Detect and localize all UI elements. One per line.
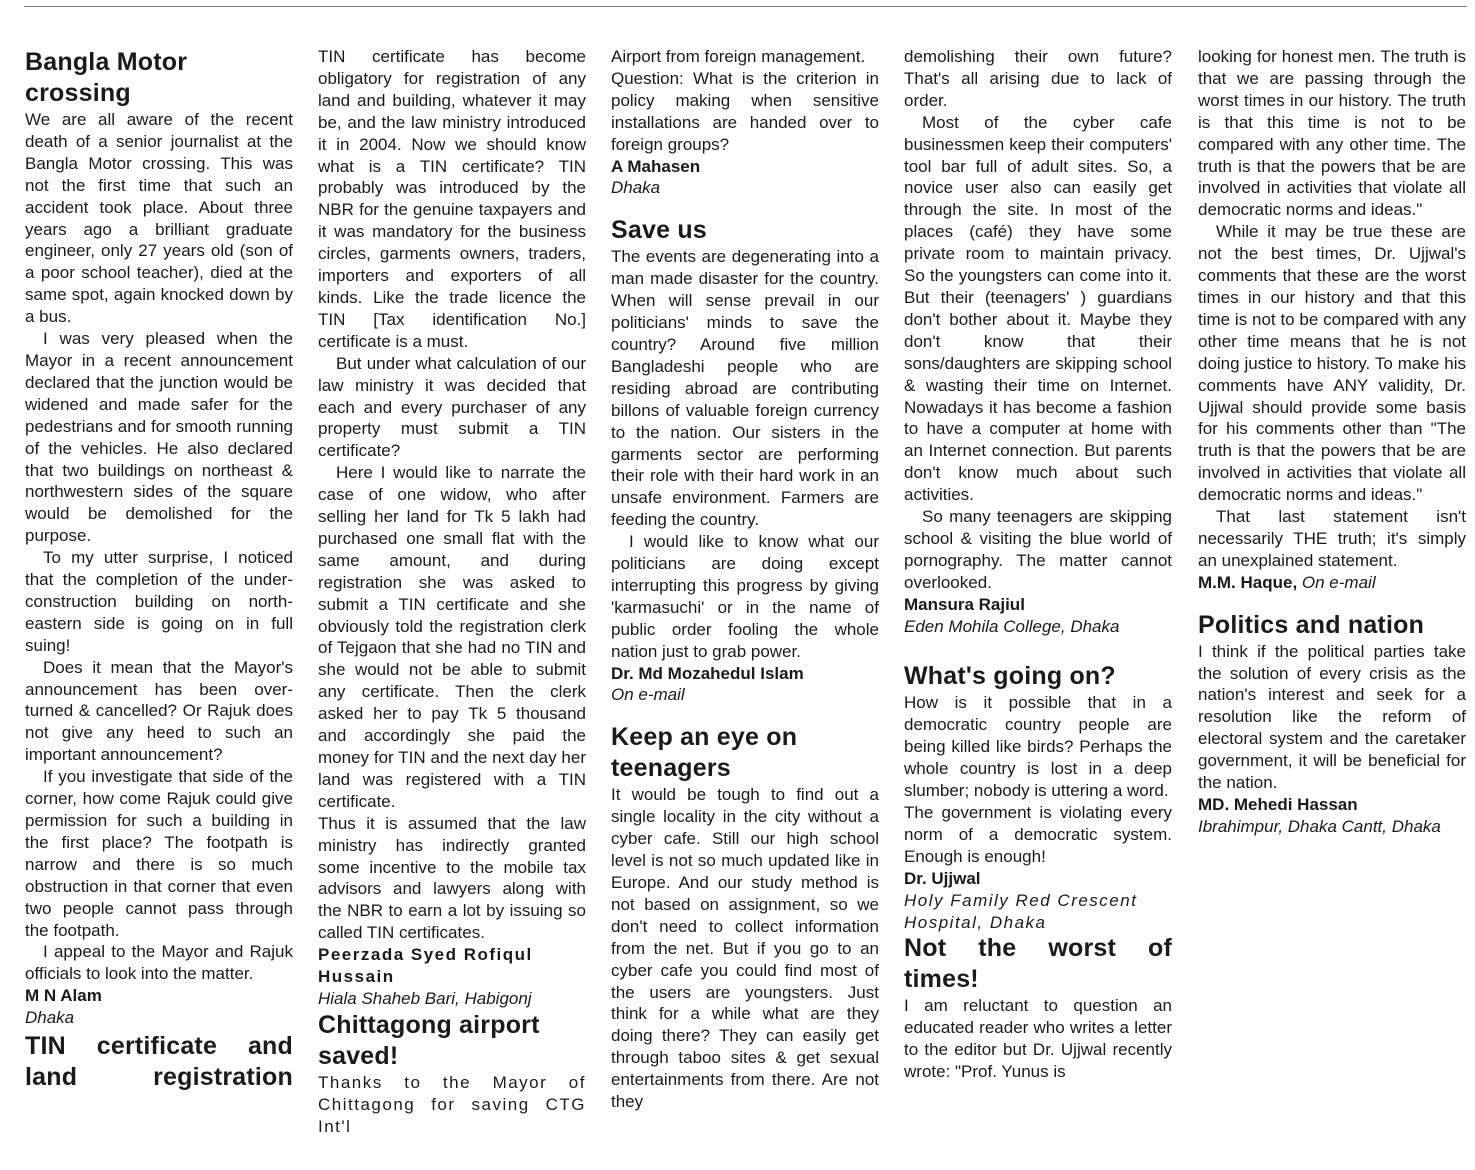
column-5: [1198, 46, 1466, 838]
article-title-bangla-motor: Bangla Motor crossing: [25, 48, 188, 107]
article-title-politics: Politics and nation: [1198, 610, 1425, 639]
tin-paragraph: Here I would like to narrate the case of one widow, who after selling her land for Tk 5 lakh had purchased one small flat with the same amount, and during registration she was asked to submit a TIN certificate and she obviously told the registration clerk of Tejgaon that she had no TIN and she would not be able to submit any certificate. Then the clerk asked her to pay Tk 5 thousand and accordingly she paid the money for TIN and the next day her land was registered with a TIN certificate.: [318, 463, 586, 811]
author-name: Dr. Ujjwal: [904, 868, 981, 888]
article-title-chittagong: Chittagong airport saved!: [318, 1010, 540, 1070]
column-1: [25, 47, 293, 1093]
save-us-paragraph: I would like to know what our politicians are doing except interrupting this progress by giving 'karmasuchi' or in the name of public order fooling the whole nation just to grab power.: [611, 532, 879, 661]
politics-paragraph: I think if the political parties take the solution of every crisis as the nation's interest and seek for a resolution like the reform of electoral system and the caretaker government, it will be beneficial for the nation.: [1198, 641, 1466, 793]
author-name: MD. Mehedi Hassan: [1198, 795, 1358, 814]
tin-paragraph: Thus it is assumed that the law ministry has indirectly granted some incentive to the mobile tax advisors and lawyers along with the NBR to earn a lot by issuing so called TIN certificates.: [318, 813, 586, 943]
bangla-motor-paragraph: To my utter surprise, I noticed that the completion of the under-construction building on north-eastern side is going on in full suing!: [25, 548, 293, 655]
tin-paragraph: TIN certificate has become obligatory for registration of any land and building, whatever it may be, and the law ministry introduced it in 2004. Now we should know what is a TIN certificate? TIN probably was introduced by the NBR for the genuine taxpayers and it was mandatory for the business circles, garments owners, traders, importers and exporters of all kinds. Like the trade licence the TIN [Tax identification No.] certificate is a must.: [318, 47, 586, 351]
author-location: Dhaka: [25, 1008, 75, 1028]
author-name: Peerzada Syed Rofiqul Hussain: [318, 945, 533, 987]
author-location: Dhaka: [611, 178, 661, 198]
teenagers-paragraph: Most of the cyber cafe businessmen keep their computers' tool bar full of adult sites. So, a novice user also can easily get through the site. In most of the places (café) they have some private room to maintain privacy. So the youngsters can come into it. But their (teenagers' ) guardians don't bother about it. Maybe they don't know that their sons/daughters are skipping school & wasting their time on Internet. Nowadays it has become a fashion to have a computer at home with an Internet connection. But parents don't know much about such activities.: [904, 112, 1172, 505]
save-us-paragraph: The events are degenerating into a man made disaster for the country. When will sense prevail in our politicians' minds to save the country? Around five million Bangladeshi people who are residing abroad are contributing billons of valuable foreign currency to the nation. Our sisters in the garments sector are performing their role with their hard work in an unsafe environment. Farmers are feeding the country.: [611, 247, 879, 530]
whats-going-on-paragraph: How is it possible that in a democratic country people are being killed like birds? Perhaps the whole country is lost in a deep slumber; nobody is uttering a word.: [904, 693, 1172, 801]
author-name: Mansura Rajiul: [904, 594, 1025, 614]
bangla-motor-paragraph: Does it mean that the Mayor's announcement has been over-turned & cancelled? Or Rajuk does not give any heed to such an important announcement?: [25, 657, 293, 765]
not-worst-paragraph: While it may be true these are not the best times, Dr. Ujjwal's comments that these are the worst times in our history and that this time is not to be compared with any other time means that he is not doing justice to history. To make his comments have ANY validity, Dr. Ujjwal should provide some basis for his comments other than "The truth is that the powers that be are involved in activities that violate all democratic norms and ideas.": [1198, 222, 1466, 505]
whats-going-on-paragraph: The government is violating every norm of a democratic system. Enough is enough!: [904, 803, 1172, 866]
bangla-motor-paragraph: If you investigate that side of the corner, how come Rajuk could give permission for such a building in the first place? The footpath is narrow and there is so much obstruction in that corner that even two people cannot pass through the footpath.: [25, 767, 293, 940]
chittagong-paragraph-cont: Airport from foreign management.: [611, 47, 866, 66]
author-location: Ibrahimpur, Dhaka Cantt, Dhaka: [1198, 816, 1441, 836]
article-title-whats-going-on: What's going on?: [904, 662, 1116, 691]
not-worst-paragraph: That last statement isn't necessarily THE truth; it's simply an unexplained statement.: [1198, 507, 1466, 570]
bangla-motor-paragraph: I was very pleased when the Mayor in a recent announcement declared that the junction would be widened and made safer for the pedestrians and for smooth running of the vehicles. He also declared that two buildings on northeast & northwestern sides of the square would be demolished for the purpose.: [25, 329, 293, 546]
author-name: A Mahasen: [611, 156, 701, 176]
author-name: M.M. Haque,: [1198, 572, 1298, 592]
teenagers-paragraph-cont: demolishing their own future? That's all arising due to lack of order.: [904, 47, 1172, 110]
author-location: On e-mail: [611, 685, 685, 705]
bangla-motor-paragraph: We are all aware of the recent death of a senior journalist at the Bangla Motor crossing. This was not the first time that such an accident took place. About three years ago a brilliant graduate engineer, only 27 years old (son of a poor school teacher), died at the same spot, again knocked down by a bus.: [25, 110, 293, 327]
author-name: M N Alam: [25, 986, 102, 1006]
author-location: On e-mail: [1301, 572, 1376, 592]
column-2: [318, 46, 586, 1138]
author-name: Dr. Md Mozahedul Islam: [611, 663, 804, 683]
chittagong-paragraph: Question: What is the criterion in policy making when sensitive installations are handed over to foreign groups?: [611, 68, 879, 154]
article-title-tin: TIN certificate and land registration: [25, 1032, 293, 1092]
article-title-teenagers: Keep an eye on teenagers: [611, 723, 798, 783]
teenagers-paragraph: So many teenagers are skipping school & visiting the blue world of pornography. The matter cannot overlooked.: [904, 507, 1172, 592]
author-location: Eden Mohila College, Dhaka: [904, 616, 1120, 636]
bangla-motor-paragraph: I appeal to the Mayor and Rajuk officials to look into the matter.: [25, 942, 293, 984]
teenagers-paragraph: It would be tough to find out a single locality in the city without a cyber cafe. Still our high school level is not so much updated like in Europe. And our study method is not based on assignment, so we don't need to collect information from the net. But if you go to an cyber cafe you could find most of the users are youngsters. Just think for a while what are they doing there? They can easily get through taboo sites & get sexual entertainments from there. Are not they: [611, 785, 879, 1112]
not-worst-signature: [1198, 572, 1466, 594]
not-worst-paragraph-cont: looking for honest men. The truth is that we are passing through the worst times in our history. The truth is that this time is not to be compared with any other time. The truth is that the powers that be are involved in activities that violate all democratic norms and ideas.": [1198, 47, 1466, 220]
author-location: Holy Family Red Crescent Hospital, Dhaka: [904, 890, 1138, 932]
article-title-not-the-worst: Not the worst of times!: [904, 934, 1172, 994]
top-rule: [24, 6, 1467, 7]
tin-paragraph: But under what calculation of our law ministry it was decided that each and every purchaser of any property must submit a TIN certificate?: [318, 353, 586, 461]
column-3: [611, 46, 879, 1113]
not-worst-paragraph: I am reluctant to question an educated reader who writes a letter to the editor but Dr. Ujjwal recently wrote: "Prof. Yunus is: [904, 996, 1172, 1082]
chittagong-paragraph: Thanks to the Mayor of Chittagong for saving CTG Int'l: [318, 1072, 586, 1136]
article-title-save-us: Save us: [611, 216, 707, 245]
author-location: Hiala Shaheb Bari, Habigonj: [318, 988, 532, 1008]
column-4: [904, 46, 1172, 1083]
